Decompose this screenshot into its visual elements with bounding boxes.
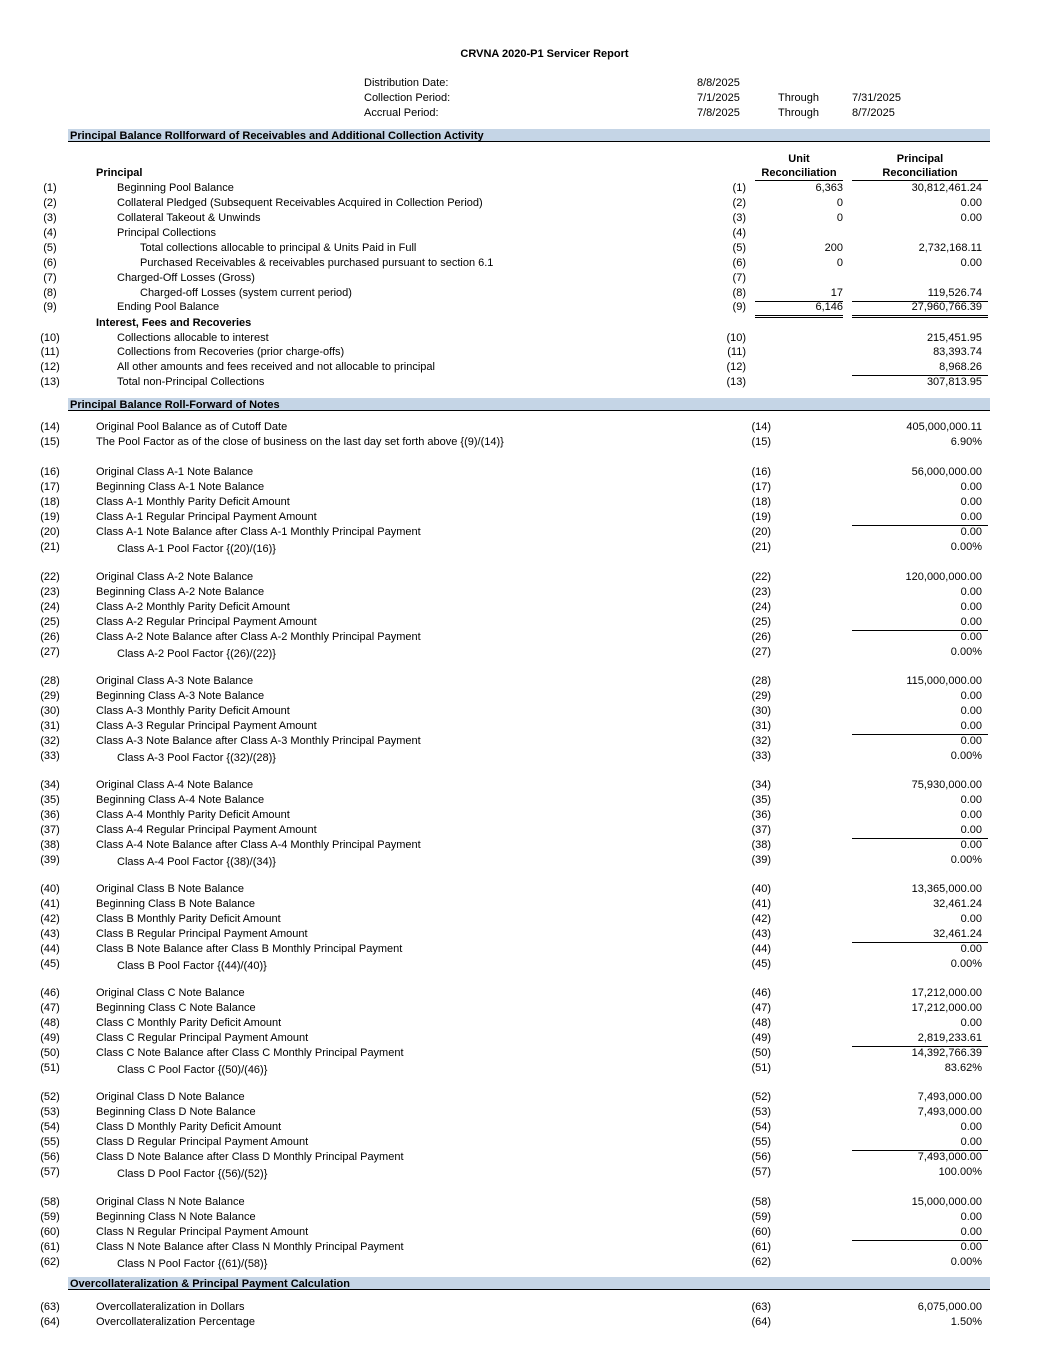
collection-period-start: 7/1/2025 [697,92,740,104]
row-ref-number: (60) [751,1226,771,1238]
row-label: Class D Pool Factor {(56)/(52)} [117,1168,268,1180]
row-number-left: (44) [40,943,60,955]
row-number-left: (26) [40,631,60,643]
principal-heading: Principal [96,167,143,179]
col-header-unit-line1: Unit [788,153,810,165]
row-ref-number: (30) [751,705,771,717]
row-number-left: (38) [40,839,60,851]
row-label: Beginning Class A-4 Note Balance [96,794,265,806]
section-header-notes: Principal Balance Roll-Forward of Notes [68,398,990,411]
amount-value: 0.00 [960,839,982,851]
row-label: Beginning Class N Note Balance [96,1211,256,1223]
row-number-left: (25) [40,616,60,628]
row-label: Original Class N Note Balance [96,1196,245,1208]
row-number-left: (15) [40,436,60,448]
row-label: Overcollateralization in Dollars [96,1301,245,1313]
amount-value: 0.00 [960,197,982,209]
amount-value: 7,493,000.00 [917,1106,982,1118]
row-number-left: (50) [40,1047,60,1059]
row-ref-number: (21) [751,541,771,553]
row-ref-number: (33) [751,750,771,762]
row-ref-number: (5) [732,242,746,254]
row-number-left: (6) [43,257,57,269]
row-label: Class A-4 Note Balance after Class A-4 Monthly Principal Payment [96,839,421,851]
row-ref-number: (23) [751,586,771,598]
row-ref-number: (13) [726,376,746,388]
amount-value: 27,960,766.39 [852,300,988,318]
distribution-date-label: Distribution Date: [364,77,449,89]
row-number-left: (3) [43,212,57,224]
row-number-left: (59) [40,1211,60,1223]
accrual-period-start: 7/8/2025 [697,107,740,119]
amount-value: 0.00 [852,719,988,735]
row-number-left: (39) [40,854,60,866]
amount-value: 32,461.24 [933,898,982,910]
row-ref-number: (54) [751,1121,771,1133]
collection-period-label: Collection Period: [364,92,451,104]
row-label: Collateral Pledged (Subsequent Receivables Acquired in Collection Period) [117,197,483,209]
row-number-left: (23) [40,586,60,598]
row-ref-number: (24) [751,601,771,613]
row-ref-number: (55) [751,1136,771,1148]
row-ref-number: (35) [751,794,771,806]
unit-value: 17 [755,286,843,302]
row-number-left: (9) [43,301,57,313]
row-ref-number: (8) [732,287,746,299]
row-ref-number: (29) [751,690,771,702]
row-number-left: (48) [40,1017,60,1029]
row-number-left: (11) [40,346,60,358]
amount-value: 0.00 [960,257,982,269]
row-label: Beginning Class D Note Balance [96,1106,256,1118]
row-number-left: (52) [40,1091,60,1103]
row-label: Beginning Class A-1 Note Balance [96,481,265,493]
row-number-left: (47) [40,1002,60,1014]
row-label: Beginning Pool Balance [117,182,234,194]
report-title: CRVNA 2020-P1 Servicer Report [460,48,629,60]
col-header-principal-line2: Reconciliation [852,166,988,181]
row-number-left: (57) [40,1166,60,1178]
row-number-left: (37) [40,824,60,836]
col-header-unit-line2: Reconciliation [755,166,843,181]
collection-period-through: Through [778,92,819,104]
row-label: Beginning Class B Note Balance [96,898,255,910]
amount-value: 32,461.24 [852,927,988,943]
collection-period-end: 7/31/2025 [852,92,901,104]
row-label: Class A-2 Note Balance after Class A-2 Monthly Principal Payment [96,631,421,643]
row-ref-number: (6) [732,257,746,269]
row-number-left: (54) [40,1121,60,1133]
amount-value: 0.00 [960,481,982,493]
row-number-left: (30) [40,705,60,717]
row-label: Class A-1 Monthly Parity Deficit Amount [96,496,290,508]
row-number-left: (20) [40,526,60,538]
row-ref-number: (26) [751,631,771,643]
row-ref-number: (22) [751,571,771,583]
row-ref-number: (46) [751,987,771,999]
row-number-left: (43) [40,928,60,940]
row-label: Class N Regular Principal Payment Amount [96,1226,309,1238]
row-label: Collections from Recoveries (prior charge-offs) [117,346,345,358]
amount-value: 0.00 [960,1241,982,1253]
amount-value: 405,000,000.11 [906,421,982,433]
amount-value: 0.00 [960,809,982,821]
amount-value: 0.00 [960,690,982,702]
row-ref-number: (61) [751,1241,771,1253]
row-number-left: (46) [40,987,60,999]
row-number-left: (41) [40,898,60,910]
row-label: Original Class D Note Balance [96,1091,245,1103]
row-label: Class A-3 Note Balance after Class A-3 Monthly Principal Payment [96,735,421,747]
row-label: Class N Pool Factor {(61)/(58)} [117,1258,268,1270]
amount-value: 0.00% [950,958,982,970]
row-label: Class B Regular Principal Payment Amount [96,928,308,940]
row-ref-number: (39) [751,854,771,866]
row-label: Class C Monthly Parity Deficit Amount [96,1017,282,1029]
row-ref-number: (34) [751,779,771,791]
row-ref-number: (57) [751,1166,771,1178]
amount-value: 13,365,000.00 [911,883,982,895]
row-label: Original Class C Note Balance [96,987,245,999]
row-number-left: (18) [40,496,60,508]
row-label: Original Class A-3 Note Balance [96,675,254,687]
row-ref-number: (11) [727,346,746,358]
row-number-left: (42) [40,913,60,925]
amount-value: 0.00 [852,823,988,839]
amount-value: 0.00 [852,1135,988,1151]
amount-value: 115,000,000.00 [906,675,982,687]
amount-value: 8,968.26 [852,360,988,376]
row-label: Original Pool Balance as of Cutoff Date [96,421,288,433]
row-label: Class B Monthly Parity Deficit Amount [96,913,281,925]
unit-value: 6,363 [815,182,843,194]
row-ref-number: (25) [751,616,771,628]
row-number-left: (35) [40,794,60,806]
amount-value: 0.00 [960,705,982,717]
amount-value: 7,493,000.00 [917,1091,982,1103]
row-label: Class A-3 Pool Factor {(32)/(28)} [117,752,276,764]
amount-value: 100.00% [938,1166,982,1178]
row-label: Class C Pool Factor {(50)/(46)} [117,1064,268,1076]
row-ref-number: (32) [751,735,771,747]
amount-value: 0.00 [960,943,982,955]
row-ref-number: (15) [751,436,771,448]
row-ref-number: (19) [751,511,771,523]
row-ref-number: (38) [751,839,771,851]
row-ref-number: (12) [726,361,746,373]
amount-value: 83.62% [944,1062,982,1074]
row-number-left: (62) [40,1256,60,1268]
section-header-receivables: Principal Balance Rollforward of Receivables and Additional Collection Activity [68,129,990,142]
row-number-left: (17) [40,481,60,493]
row-label: Class A-4 Pool Factor {(38)/(34)} [117,856,276,868]
unit-value: 0 [836,197,843,209]
row-ref-number: (62) [751,1256,771,1268]
row-ref-number: (53) [751,1106,771,1118]
row-ref-number: (48) [751,1017,771,1029]
row-label: Class D Monthly Parity Deficit Amount [96,1121,282,1133]
row-ref-number: (17) [751,481,771,493]
row-ref-number: (63) [751,1301,771,1313]
amount-value: 0.00 [960,1211,982,1223]
amount-value: 0.00% [950,854,982,866]
row-number-left: (49) [40,1032,60,1044]
unit-value: 200 [824,242,843,254]
row-number-left: (29) [40,690,60,702]
row-label: Class A-2 Monthly Parity Deficit Amount [96,601,290,613]
amount-value: 0.00 [852,615,988,631]
row-ref-number: (14) [751,421,771,433]
row-label: Class D Note Balance after Class D Monthly Principal Payment [96,1151,404,1163]
row-ref-number: (2) [732,197,746,209]
amount-value: 14,392,766.39 [911,1047,982,1059]
row-label: Class A-1 Pool Factor {(20)/(16)} [117,543,276,555]
amount-value: 0.00 [960,1121,982,1133]
amount-value: 2,732,168.11 [918,242,982,254]
amount-value: 83,393.74 [933,346,982,358]
amount-value: 6.90% [950,436,982,448]
row-label: Ending Pool Balance [117,301,220,313]
amount-value: 1.50% [950,1316,982,1328]
row-number-left: (33) [40,750,60,762]
row-label: Class B Pool Factor {(44)/(40)} [117,960,267,972]
amount-value: 7,493,000.00 [917,1151,982,1163]
row-ref-number: (27) [751,646,771,658]
row-label: Class D Regular Principal Payment Amount [96,1136,309,1148]
amount-value: 0.00 [960,1017,982,1029]
row-number-left: (32) [40,735,60,747]
row-number-left: (13) [40,376,60,388]
amount-value: 0.00 [960,913,982,925]
section-header-overcollateralization: Overcollateralization & Principal Payment Calculation [68,1277,990,1290]
amount-value: 0.00 [960,601,982,613]
row-label: Original Class A-1 Note Balance [96,466,254,478]
row-label: Collections allocable to interest [117,332,269,344]
row-label: The Pool Factor as of the close of business on the last day set forth above {(9)/(14)} [96,436,504,448]
row-ref-number: (43) [751,928,771,940]
row-ref-number: (40) [751,883,771,895]
row-label: Class A-3 Monthly Parity Deficit Amount [96,705,290,717]
row-number-left: (55) [40,1136,60,1148]
row-number-left: (58) [40,1196,60,1208]
row-number-left: (31) [40,720,60,732]
amount-value: 0.00 [960,212,982,224]
row-ref-number: (31) [751,720,771,732]
row-ref-number: (47) [751,1002,771,1014]
amount-value: 0.00 [852,1225,988,1241]
row-number-left: (19) [40,511,60,523]
amount-value: 75,930,000.00 [911,779,982,791]
amount-value: 120,000,000.00 [905,571,982,583]
row-number-left: (60) [40,1226,60,1238]
row-number-left: (64) [40,1316,60,1328]
row-number-left: (61) [40,1241,60,1253]
row-number-left: (1) [43,182,57,194]
col-header-unit [755,152,843,181]
row-label: Class A-3 Regular Principal Payment Amount [96,720,317,732]
amount-value: 6,075,000.00 [917,1301,982,1313]
amount-value: 0.00 [960,735,982,747]
amount-value: 0.00 [960,586,982,598]
amount-value: 2,819,233.61 [852,1031,988,1047]
row-number-left: (2) [43,197,57,209]
row-label: Class C Note Balance after Class C Monthly Principal Payment [96,1047,404,1059]
row-number-left: (12) [40,361,60,373]
row-label: Class A-1 Note Balance after Class A-1 Monthly Principal Payment [96,526,421,538]
row-label: All other amounts and fees received and not allocable to principal [117,361,435,373]
row-label: Original Class B Note Balance [96,883,244,895]
amount-value: 17,212,000.00 [911,987,982,999]
amount-value: 0.00% [950,750,982,762]
row-number-left: (7) [43,272,57,284]
amount-value: 0.00 [960,496,982,508]
row-ref-number: (18) [751,496,771,508]
row-label: Charged-Off Losses (Gross) [117,272,255,284]
row-ref-number: (7) [732,272,746,284]
amount-value: 0.00 [960,526,982,538]
amount-value: 0.00% [950,1256,982,1268]
amount-value: 15,000,000.00 [911,1196,982,1208]
amount-value: 56,000,000.00 [911,466,982,478]
accrual-period-label: Accrual Period: [364,107,439,119]
row-ref-number: (59) [751,1211,771,1223]
row-label: Beginning Class C Note Balance [96,1002,256,1014]
row-label: Total non-Principal Collections [117,376,265,388]
row-number-left: (63) [40,1301,60,1313]
row-label: Class A-2 Pool Factor {(26)/(22)} [117,648,276,660]
row-label: Class A-4 Regular Principal Payment Amount [96,824,317,836]
row-number-left: (51) [40,1062,60,1074]
row-label: Original Class A-4 Note Balance [96,779,254,791]
row-label: Original Class A-2 Note Balance [96,571,254,583]
row-ref-number: (49) [751,1032,771,1044]
row-number-left: (40) [40,883,60,895]
row-number-left: (28) [40,675,60,687]
row-label: Collateral Takeout & Unwinds [117,212,261,224]
row-ref-number: (64) [751,1316,771,1328]
row-ref-number: (9) [732,301,746,313]
unit-value: 0 [836,212,843,224]
row-number-left: (5) [43,242,57,254]
row-ref-number: (56) [751,1151,771,1163]
row-number-left: (8) [43,287,57,299]
row-number-left: (4) [43,227,57,239]
row-ref-number: (45) [751,958,771,970]
row-label: Class A-1 Regular Principal Payment Amount [96,511,317,523]
amount-value: 17,212,000.00 [911,1002,982,1014]
amount-value: 215,451.95 [926,332,982,344]
row-ref-number: (1) [732,182,746,194]
row-ref-number: (20) [751,526,771,538]
row-label: Class N Note Balance after Class N Monthly Principal Payment [96,1241,404,1253]
row-number-left: (56) [40,1151,60,1163]
row-ref-number: (41) [751,898,771,910]
row-label: Total collections allocable to principal & Units Paid in Full [140,242,417,254]
row-number-left: (22) [40,571,60,583]
row-number-left: (34) [40,779,60,791]
row-label: Class C Regular Principal Payment Amount [96,1032,309,1044]
distribution-date: 8/8/2025 [697,77,740,89]
row-ref-number: (37) [751,824,771,836]
amount-value: 119,526.74 [852,286,988,302]
row-number-left: (24) [40,601,60,613]
row-label: Purchased Receivables & receivables purchased pursuant to section 6.1 [140,257,494,269]
row-ref-number: (58) [751,1196,771,1208]
row-ref-number: (4) [732,227,746,239]
col-header-principal-line1: Principal [896,153,944,165]
row-number-left: (21) [40,541,60,553]
row-number-left: (45) [40,958,60,970]
accrual-period-end: 8/7/2025 [852,107,895,119]
interest-heading: Interest, Fees and Recoveries [96,317,252,329]
row-label: Class A-2 Regular Principal Payment Amount [96,616,317,628]
row-ref-number: (28) [751,675,771,687]
row-ref-number: (52) [751,1091,771,1103]
row-ref-number: (3) [732,212,746,224]
amount-value: 0.00 [960,794,982,806]
row-number-left: (14) [40,421,60,433]
row-ref-number: (50) [751,1047,771,1059]
row-label: Class B Note Balance after Class B Monthly Principal Payment [96,943,403,955]
row-number-left: (16) [40,466,60,478]
amount-value: 0.00 [960,631,982,643]
row-ref-number: (10) [726,332,746,344]
amount-value: 0.00 [852,510,988,526]
row-label: Overcollateralization Percentage [96,1316,255,1328]
row-ref-number: (42) [751,913,771,925]
unit-value: 0 [836,257,843,269]
accrual-period-through: Through [778,107,819,119]
row-number-left: (10) [40,332,60,344]
amount-value: 0.00% [950,541,982,553]
unit-value: 6,146 [755,300,843,318]
row-label: Beginning Class A-3 Note Balance [96,690,265,702]
row-number-left: (36) [40,809,60,821]
amount-value: 0.00% [950,646,982,658]
amount-value: 307,813.95 [926,376,982,388]
row-number-left: (27) [40,646,60,658]
row-ref-number: (51) [751,1062,771,1074]
row-ref-number: (36) [751,809,771,821]
row-ref-number: (16) [751,466,771,478]
row-label: Beginning Class A-2 Note Balance [96,586,265,598]
row-label: Charged-off Losses (system current period) [140,287,352,299]
row-number-left: (53) [40,1106,60,1118]
row-label: Principal Collections [117,227,217,239]
amount-value: 30,812,461.24 [911,182,982,194]
row-label: Class A-4 Monthly Parity Deficit Amount [96,809,290,821]
row-ref-number: (44) [751,943,771,955]
col-header-principal [852,152,988,181]
